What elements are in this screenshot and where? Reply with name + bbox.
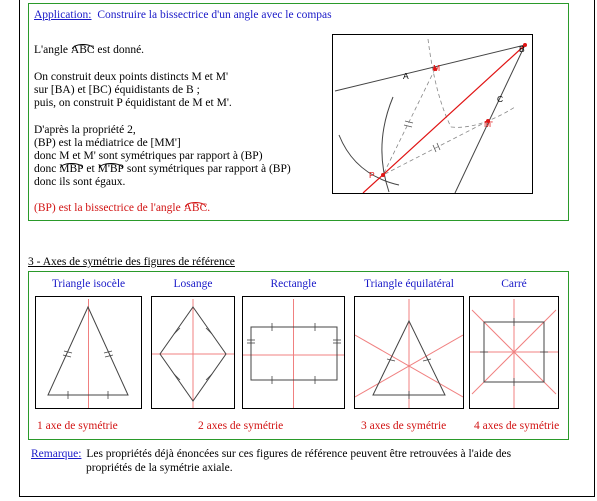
remark-text-2: propriétés de la symétrie axiale.	[86, 462, 233, 474]
angle-mbp: MBP	[59, 163, 84, 175]
angle-abc-conclusion: ABC	[183, 202, 208, 214]
section-title: 3 - Axes de symétrie des figures de référence	[28, 256, 235, 268]
conclusion-text: (BP) est la bissectrice de l'angle ABC.	[34, 202, 211, 214]
proof-text-1: D'après la propriété 2,	[34, 124, 136, 136]
figure-rhombus	[151, 296, 235, 409]
application-heading	[34, 9, 332, 22]
figure-title-isosceles: Triangle isocèle	[51, 278, 126, 290]
remark-text-1: Les propriétés déjà énoncées sur ces figures de référence peuvent être retrouvées à l'aide des	[86, 448, 512, 460]
figure-title-square: Carré	[501, 278, 527, 290]
figure-rectangle	[242, 296, 345, 409]
dashed-arc-1	[428, 39, 451, 127]
figure-title-rhombus: Losange	[173, 278, 213, 290]
label-p: P	[369, 170, 375, 180]
proof-text-2: (BP) est la médiatrice de [MM']	[34, 137, 181, 149]
point-p	[381, 173, 385, 177]
angle-mprimebp: M'BP	[97, 163, 124, 175]
construction-text-1: On construit deux points distincts M et M'	[34, 71, 229, 83]
figure-equilateral-triangle	[354, 296, 464, 409]
dashed-segment-mprimep	[383, 121, 488, 175]
construction-svg	[333, 35, 532, 193]
figure-title-equilateral: Triangle équilatéral	[364, 278, 454, 290]
label-mprime: M'	[484, 119, 493, 129]
construction-figure	[332, 34, 533, 194]
label-c: C	[497, 94, 504, 104]
application-label: Application:	[34, 9, 92, 21]
compass-arc-2	[382, 97, 393, 192]
application-title: Construire la bissectrice d'un angle avec le compas	[97, 9, 332, 21]
tick-mark	[404, 125, 412, 127]
figure-isosceles-triangle	[35, 296, 142, 409]
ray-ba	[335, 45, 525, 91]
figure-title-rectangle: Rectangle	[270, 278, 317, 290]
construction-text-3: puis, on construit P équidistant de M et M'.	[34, 97, 232, 109]
proof-text-4: donc MBP et M'BP sont symétriques par rapport à (BP)	[34, 163, 291, 175]
angle-abc: ABC	[70, 44, 95, 56]
figure-square	[469, 296, 559, 409]
proof-text-3: donc M et M' sont symétriques par rapport à (BP)	[34, 150, 263, 162]
axes-count-equilateral: 3 axes de symétrie	[361, 420, 447, 432]
remark	[31, 448, 511, 461]
tick-mark	[433, 145, 436, 152]
proof-text-5: donc ils sont égaux.	[34, 176, 126, 188]
label-m: M	[433, 63, 441, 73]
remark-label: Remarque:	[31, 448, 82, 460]
bisector-bp	[363, 45, 525, 193]
construction-text-2: sur [BA) et [BC) équidistants de B ;	[34, 84, 200, 96]
tick-mark	[437, 143, 440, 150]
axes-count-rhombus: 2 axes de symétrie	[198, 420, 284, 432]
label-a: A	[403, 71, 409, 81]
axes-count-isosceles: 1 axe de symétrie	[37, 420, 118, 432]
label-b: B	[519, 44, 525, 54]
axes-count-square: 4 axes de symétrie	[474, 420, 560, 432]
given-angle-line: L'angle ABC est donné.	[34, 44, 145, 56]
dashed-arc-2	[451, 107, 515, 127]
